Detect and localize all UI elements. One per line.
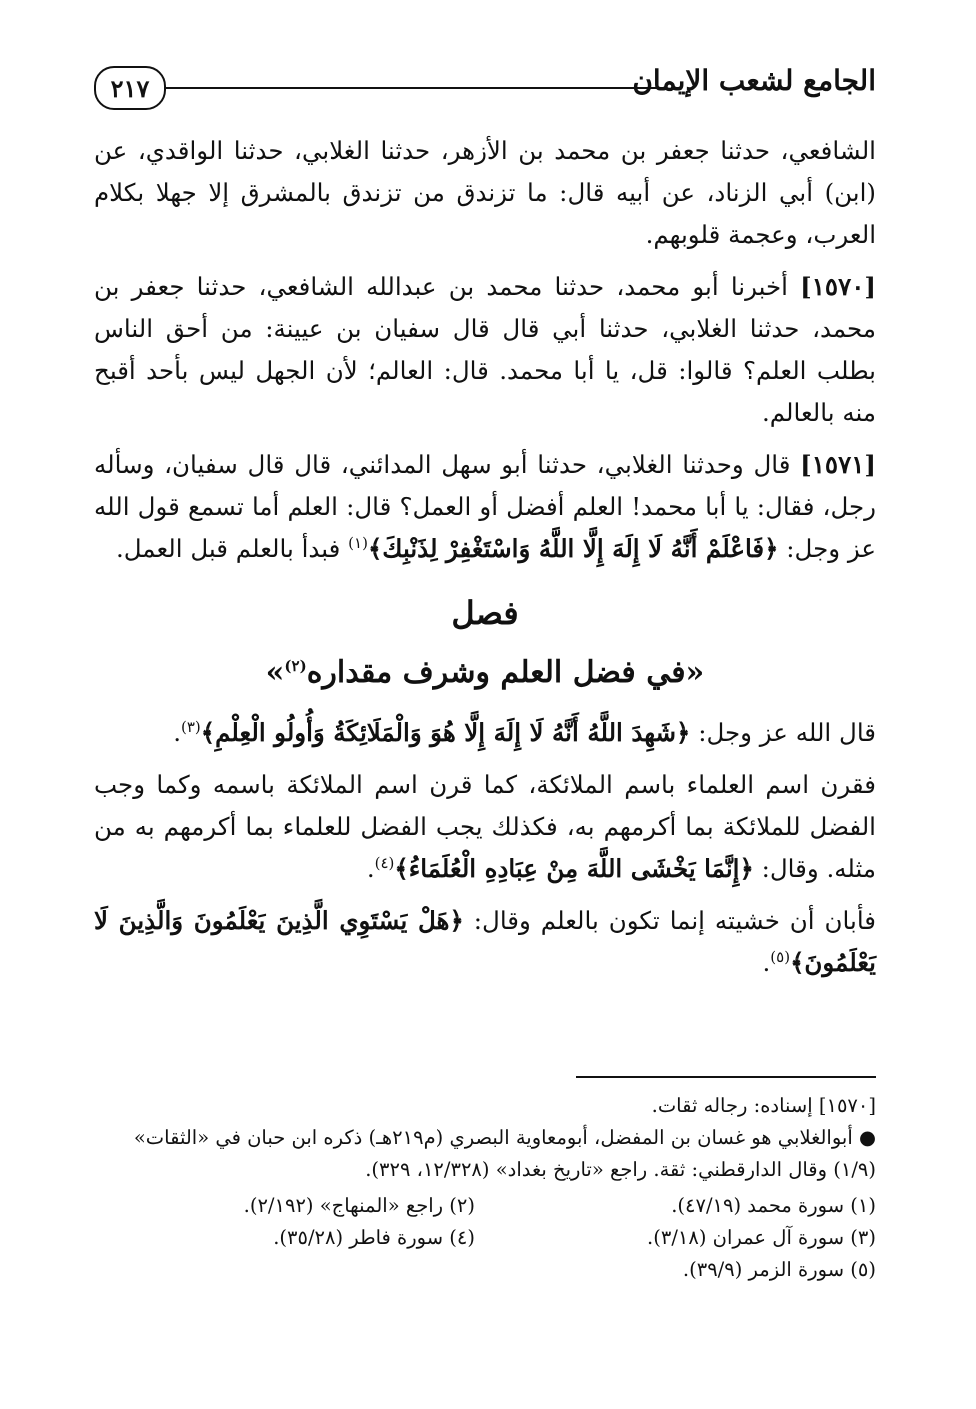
footnote-4: (٤) سورة فاطر (٣٥/٢٨). [273,1226,475,1249]
footnotes [94,1076,876,1286]
footnote-ref: (١) [348,533,368,552]
page-header [94,60,876,112]
quran-verse: ﴿هَلْ يَسْتَوِي الَّذِينَ يَعْلَمُونَ وَالَّذِينَ لَا يَعْلَمُونَ﴾ [94,906,876,977]
footnote-rule [576,1076,876,1078]
paragraph-text: فأبان أن خشيته إنما تكون بالعلم وقال: [473,906,877,935]
paragraph-hadith-1570 [94,266,876,434]
paragraph-text: أخبرنا أبو محمد، حدثنا محمد بن عبدالله الشافعي، حدثنا جعفر بن محمد، حدثنا الغلابي، حدثنا أبي قال قال سفيان بن عيينة: من أحق الناس بطلب العلم؟ قالوا: قل، يا أبا محمد. قال: العالم؛ لأن الجهل ليس بأحد أقبح منه بالعالم. [94,272,876,427]
paragraph-1 [94,130,876,256]
footnote-bullet: ● أبوالغلابي هو غسان بن المفضل، أبومعاوية البصري (م٢١٩هـ) ذكره ابن حبان في «الثقات» (١/٩) وقال الدارقطني: ثقة. راجع «تاريخ بغداد» (١٢/٣٢٨، ٣٢٩). [133,1126,876,1181]
paragraph-4 [94,712,876,754]
footnote-isnad: [١٥٧٠] إسناده: رجاله ثقات. [651,1094,876,1117]
footnote-2: (٢) راجع «المنهاج» (٢/١٩٢). [243,1194,475,1217]
footnote-grid [94,1190,876,1286]
footnote-1: (١) سورة محمد (٤٧/١٩). [671,1194,876,1217]
hadith-number: [١٥٧١] [800,450,876,479]
footnote-ref: (٢) [284,657,307,675]
quran-verse: ﴿إِنَّمَا يَخْشَى اللَّهَ مِنْ عِبَادِهِ الْعُلَمَاءُ﴾ [394,854,754,883]
paragraph-text: . [173,718,181,747]
page-number: ٢١٧ [94,66,166,110]
paragraph-6 [94,900,876,984]
hadith-number: [١٥٧٠] [800,272,876,301]
paragraph-text: . [366,854,375,883]
paragraph-1-text: الشافعي، حدثنا جعفر بن محمد بن الأزهر، حدثنا الغلابي، حدثنا الواقدي، عن (ابن) أبي الزناد، عن أبيه قال: ما تزندق من تزندق بالمشرق إلا جهلا بكلام العرب، وعجمة قلوبهم. [94,136,876,249]
footnote-ref: (٤) [374,853,395,872]
paragraph-text: فقرن اسم العلماء باسم الملائكة، كما قرن اسم الملائكة باسمه وكما وجب الفضل للملائكة بما أكرمهم به، فكذلك يجب الفضل للعلماء بما أكرمهم به من مثله. وقال: [94,770,876,883]
running-title: الجامع لشعب الإيمان [632,64,876,97]
subheading-close: » [265,655,285,690]
section-heading: فصل [451,594,519,632]
paragraph-text: قال الله عز وجل: [698,718,876,747]
header-rule [164,87,666,89]
section-subheading [94,652,876,694]
footnote-ref: (٥) [770,947,791,966]
footnote-ref: (٣) [180,717,201,736]
subheading-text: «في فضل العلم وشرف مقداره [306,655,705,690]
paragraph-text: فبدأ بالعلم قبل العمل. [115,534,341,563]
quran-verse: ﴿شَهِدَ اللَّهُ أَنَّهُ لَا إِلَهَ إِلَّا هُوَ وَالْمَلَائِكَةُ وَأُولُو الْعِلْمِ﴾ [200,718,691,747]
main-text [94,130,876,994]
paragraph-text: قال وحدثنا الغلابي، حدثنا أبو سهل المدائني، قال قال سفيان، وسأله رجل، فقال: يا أبا محمد! العلم أفضل أو العمل؟ قال: العلم أما تسمع قول الله عز وجل: [94,450,876,563]
footnote-3: (٣) سورة آل عمران (٣/١٨). [647,1226,876,1249]
quran-verse: ﴿فَاعْلَمْ أَنَّهُ لَا إِلَهَ إِلَّا اللَّهُ وَاسْتَغْفِرْ لِذَنْبِكَ﴾ [367,534,779,563]
paragraph-text: . [762,948,771,977]
paragraph-hadith-1571 [94,444,876,570]
footnote-5: (٥) سورة الزمر (٣٩/٩). [682,1258,876,1281]
paragraph-5 [94,764,876,890]
